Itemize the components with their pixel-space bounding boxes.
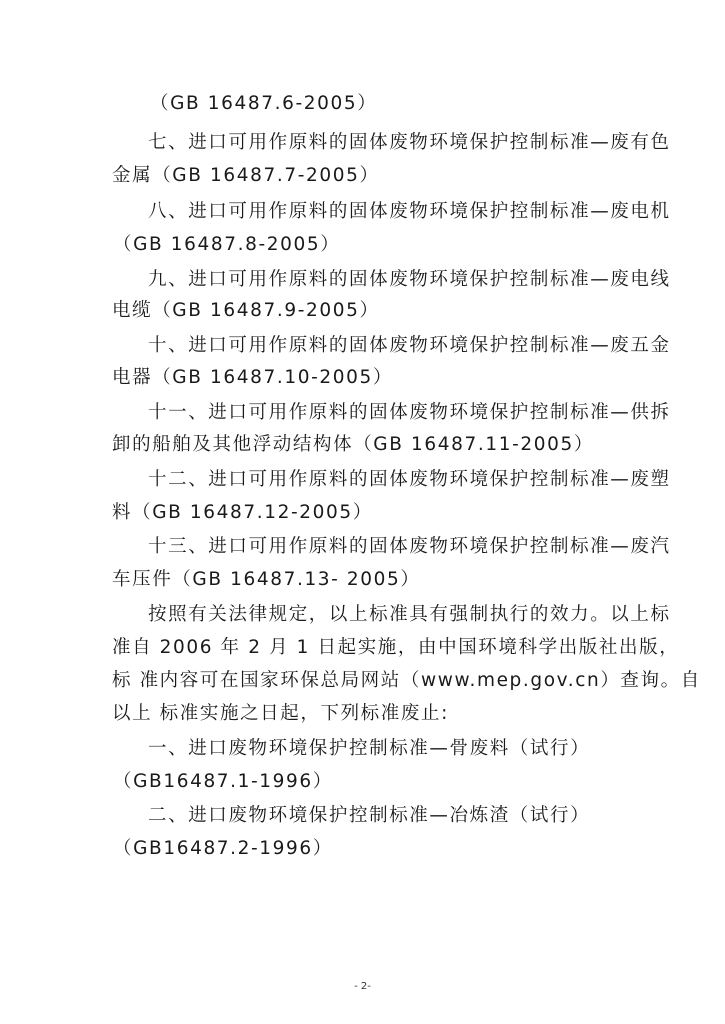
text-line: 标 准内容可在国家环保总局网站（www.mep.gov.cn）查询。自	[112, 670, 701, 691]
text-line: （GB 16487.6-2005）	[150, 93, 378, 114]
text-line: 料（GB 16487.12-2005）	[112, 502, 373, 523]
text-line: 十二、进口可用作原料的固体废物环境保护控制标准—废塑	[148, 469, 671, 490]
text-line: （GB16487.1-1996）	[113, 771, 333, 792]
text-line: 按照有关法律规定，以上标准具有强制执行的效力。以上标	[148, 604, 671, 625]
text-line: 电缆（GB 16487.9-2005）	[112, 300, 380, 321]
text-line: 车压件（GB 16487.13- 2005）	[112, 569, 421, 590]
text-line: 准自 2006 年 2 月 1 日起实施，由中国环境科学出版社出版，	[112, 637, 680, 658]
text-line: 金属（GB 16487.7-2005）	[112, 165, 380, 186]
text-line: 一、进口废物环境保护控制标准—骨废料（试行）	[148, 738, 591, 759]
text-line: （GB16487.2-1996）	[113, 838, 333, 859]
text-line: 十三、进口可用作原料的固体废物环境保护控制标准—废汽	[148, 536, 671, 557]
text-line: 八、进口可用作原料的固体废物环境保护控制标准—废电机	[148, 201, 671, 222]
text-line: 卸的船舶及其他浮动结构体（GB 16487.11-2005）	[112, 434, 594, 455]
page-number: - 2-	[354, 981, 371, 992]
text-line: 十、进口可用作原料的固体废物环境保护控制标准—废五金	[148, 335, 671, 356]
text-line: 电器（GB 16487.10-2005）	[112, 367, 393, 388]
text-line: （GB 16487.8-2005）	[113, 234, 341, 255]
text-line: 十一、进口可用作原料的固体废物环境保护控制标准—供拆	[148, 402, 671, 423]
text-line: 以上 标准实施之日起，下列标准废止:	[112, 703, 449, 724]
text-line: 七、进口可用作原料的固体废物环境保护控制标准—废有色	[148, 132, 671, 153]
text-line: 二、进口废物环境保护控制标准—冶炼渣（试行）	[148, 805, 591, 826]
text-line: 九、进口可用作原料的固体废物环境保护控制标准—废电线	[148, 269, 671, 290]
